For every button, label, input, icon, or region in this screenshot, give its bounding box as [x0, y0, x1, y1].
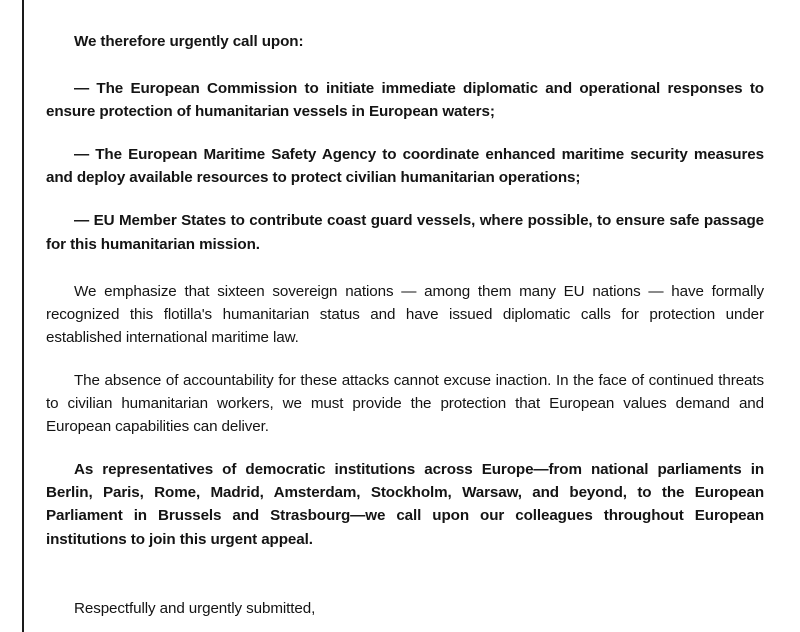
paragraph-spacer: [46, 438, 764, 458]
paragraph-spacer: [46, 551, 764, 597]
paragraph-spacer: [46, 256, 764, 280]
paragraph-closing-salutation: Respectfully and urgently submitted,: [74, 599, 316, 617]
page-left-rule: [22, 0, 24, 632]
document-body: [46, 30, 764, 620]
paragraph-spacer: [46, 123, 764, 143]
paragraph-call-upon-heading: We therefore urgently call upon:: [74, 33, 304, 50]
paragraph-spacer: [46, 53, 764, 77]
paragraph-bullet-eu-member-states: — EU Member States to contribute coast guard vessels, where possible, to ensure safe passage for this humanitarian mission.: [46, 212, 764, 253]
paragraph-bullet-maritime-safety-agency: — The European Maritime Safety Agency to coordinate enhanced maritime security measures and deploy available resources to protect civilian humanitarian operations;: [46, 146, 764, 187]
paragraph-spacer: [46, 349, 764, 369]
paragraph-absence-of-accountability: The absence of accountability for these attacks cannot excuse inaction. In the face of continued threats to civilian humanitarian workers, we must provide the protection that European values demand and European capabilities can deliver.: [46, 371, 764, 436]
paragraph-spacer: [46, 189, 764, 209]
paragraph-sixteen-nations: We emphasize that sixteen sovereign nations — among them many EU nations — have formally recognized this flotilla's humanitarian status and have issued diplomatic calls for protection under established international maritime law.: [46, 282, 764, 346]
paragraph-representatives-appeal: As representatives of democratic institutions across Europe—from national parliaments in Berlin, Paris, Rome, Madrid, Amsterdam, Stockholm, Warsaw, and beyond, to the European Parliament in Brussels and Strasbourg—we call upon our colleagues throughout European institutions to join this urgent appeal.: [46, 461, 764, 548]
paragraph-bullet-european-commission: — The European Commission to initiate immediate diplomatic and operational responses to ensure protection of humanitarian vessels in European waters;: [46, 80, 764, 121]
